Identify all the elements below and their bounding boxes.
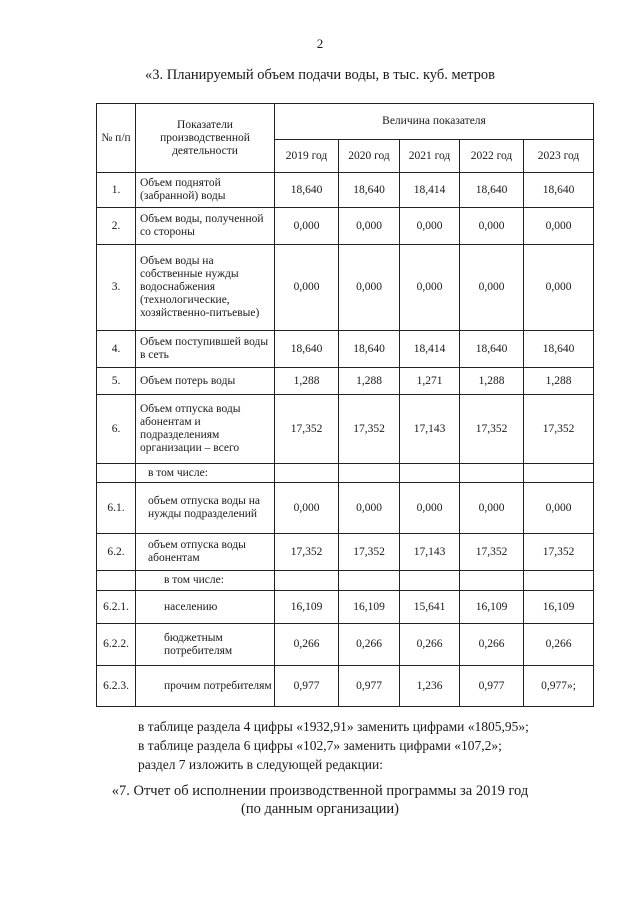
row-value: 1,288 (339, 368, 400, 395)
row-name: в том числе: (136, 464, 275, 483)
row-value (400, 464, 460, 483)
row-value: 0,000 (339, 245, 400, 331)
amendment-line: в таблице раздела 4 цифры «1932,91» заменить цифрами «1805,95»; (138, 719, 529, 734)
row-value: 0,000 (524, 483, 594, 534)
row-value: 0,000 (339, 483, 400, 534)
row-name: объем отпуска воды на нужды подразделений (136, 483, 275, 534)
row-value: 16,109 (339, 591, 400, 624)
header-num: № п/п (97, 104, 136, 173)
row-value: 0,000 (400, 208, 460, 245)
row-value: 0,000 (339, 208, 400, 245)
table-row (97, 591, 594, 624)
row-value: 0,000 (400, 483, 460, 534)
row-num: 6.2.1. (97, 591, 136, 624)
table-row (97, 208, 594, 245)
row-value: 0,977 (275, 666, 339, 707)
row-value: 0,266 (460, 624, 524, 666)
row-value: 17,352 (524, 534, 594, 571)
row-num: 3. (97, 245, 136, 331)
header-indicator: Показатели производственной деятельности (136, 104, 275, 173)
row-value: 18,414 (400, 173, 460, 208)
row-num: 5. (97, 368, 136, 395)
row-value (339, 571, 400, 591)
table-row (97, 173, 594, 208)
amendment-line: раздел 7 изложить в следующей редакции: (138, 757, 384, 772)
row-value: 1,288 (460, 368, 524, 395)
row-value (339, 464, 400, 483)
header-year: 2019 год (275, 140, 339, 173)
row-value: 1,271 (400, 368, 460, 395)
row-name: прочим потребителям (136, 666, 275, 707)
row-value: 0,000 (275, 483, 339, 534)
row-name: Объем воды, полученной со стороны (136, 208, 275, 245)
table-row (97, 483, 594, 534)
row-value: 0,000 (400, 245, 460, 331)
row-num (97, 571, 136, 591)
table-row (97, 534, 594, 571)
report-title-subline: (по данным организации) (240, 801, 399, 817)
row-num: 1. (97, 173, 136, 208)
row-name: Объем поступившей воды в сеть (136, 331, 275, 368)
table-row (97, 395, 594, 464)
row-name: бюджетным потребителям (136, 624, 275, 666)
row-value: 0,000 (460, 483, 524, 534)
header-year: 2023 год (524, 140, 594, 173)
row-value: 0,266 (339, 624, 400, 666)
row-value: 18,640 (275, 331, 339, 368)
amendment-line: в таблице раздела 6 цифры «102,7» заменить цифрами «107,2»; (138, 738, 502, 753)
row-value: 17,352 (275, 395, 339, 464)
row-value (524, 464, 594, 483)
row-value: 17,143 (400, 534, 460, 571)
row-value: 18,640 (524, 173, 594, 208)
row-value: 18,640 (524, 331, 594, 368)
row-value: 0,000 (524, 245, 594, 331)
row-name: Объем потерь воды (136, 368, 275, 395)
row-num: 4. (97, 331, 136, 368)
row-value: 0,000 (275, 208, 339, 245)
section-title: «3. Планируемый объем подачи воды, в тыс. куб. метров (145, 67, 495, 83)
row-value: 18,640 (339, 173, 400, 208)
row-value: 18,640 (339, 331, 400, 368)
row-num: 2. (97, 208, 136, 245)
row-value: 18,640 (460, 173, 524, 208)
row-num: 6.2. (97, 534, 136, 571)
row-name: Объем отпуска воды абонентам и подразделениям организации – всего (136, 395, 275, 464)
row-value: 0,000 (460, 208, 524, 245)
row-value: 1,236 (400, 666, 460, 707)
row-value: 0,000 (460, 245, 524, 331)
row-value: 16,109 (275, 591, 339, 624)
header-year: 2020 год (339, 140, 400, 173)
row-value: 15,641 (400, 591, 460, 624)
row-name: населению (136, 591, 275, 624)
row-name: Объем воды на собственные нужды водоснабжения (технологические, хозяйственно-питьевые) (136, 245, 275, 331)
row-value: 17,143 (400, 395, 460, 464)
row-value: 18,640 (460, 331, 524, 368)
row-value: 17,352 (339, 395, 400, 464)
row-value: 17,352 (460, 395, 524, 464)
table-row (97, 624, 594, 666)
row-value: 1,288 (524, 368, 594, 395)
table-row (97, 245, 594, 331)
header-year: 2021 год (400, 140, 460, 173)
row-value: 1,288 (275, 368, 339, 395)
row-value: 0,000 (275, 245, 339, 331)
row-num: 6.1. (97, 483, 136, 534)
report-title (0, 782, 640, 818)
row-value (400, 571, 460, 591)
row-value: 17,352 (460, 534, 524, 571)
table-row (97, 571, 594, 591)
row-value: 17,352 (275, 534, 339, 571)
row-value (460, 464, 524, 483)
row-num: 6.2.3. (97, 666, 136, 707)
row-num (97, 464, 136, 483)
row-value: 0,266 (275, 624, 339, 666)
report-title-line: «7. Отчет об исполнении производственной программы за 2019 год (111, 783, 529, 799)
amendment-text (138, 717, 529, 774)
row-value: 0,000 (524, 208, 594, 245)
row-value: 18,414 (400, 331, 460, 368)
row-value (460, 571, 524, 591)
water-supply-table (96, 103, 594, 707)
row-value: 16,109 (524, 591, 594, 624)
header-value: Величина показателя (275, 104, 594, 140)
row-num: 6. (97, 395, 136, 464)
row-value (524, 571, 594, 591)
page-number: 2 (316, 36, 324, 51)
row-name: объем отпуска воды абонентам (136, 534, 275, 571)
row-value: 17,352 (524, 395, 594, 464)
table-row (97, 666, 594, 707)
table-row (97, 464, 594, 483)
row-value: 17,352 (339, 534, 400, 571)
row-value: 0,977»; (524, 666, 594, 707)
row-value (275, 464, 339, 483)
row-value: 18,640 (275, 173, 339, 208)
header-year: 2022 год (460, 140, 524, 173)
row-name: Объем поднятой (забранной) воды (136, 173, 275, 208)
row-num: 6.2.2. (97, 624, 136, 666)
row-value: 0,977 (339, 666, 400, 707)
row-name: в том числе: (136, 571, 275, 591)
row-value: 16,109 (460, 591, 524, 624)
table-row (97, 368, 594, 395)
row-value (275, 571, 339, 591)
row-value: 0,266 (400, 624, 460, 666)
table-row (97, 331, 594, 368)
row-value: 0,266 (524, 624, 594, 666)
row-value: 0,977 (460, 666, 524, 707)
